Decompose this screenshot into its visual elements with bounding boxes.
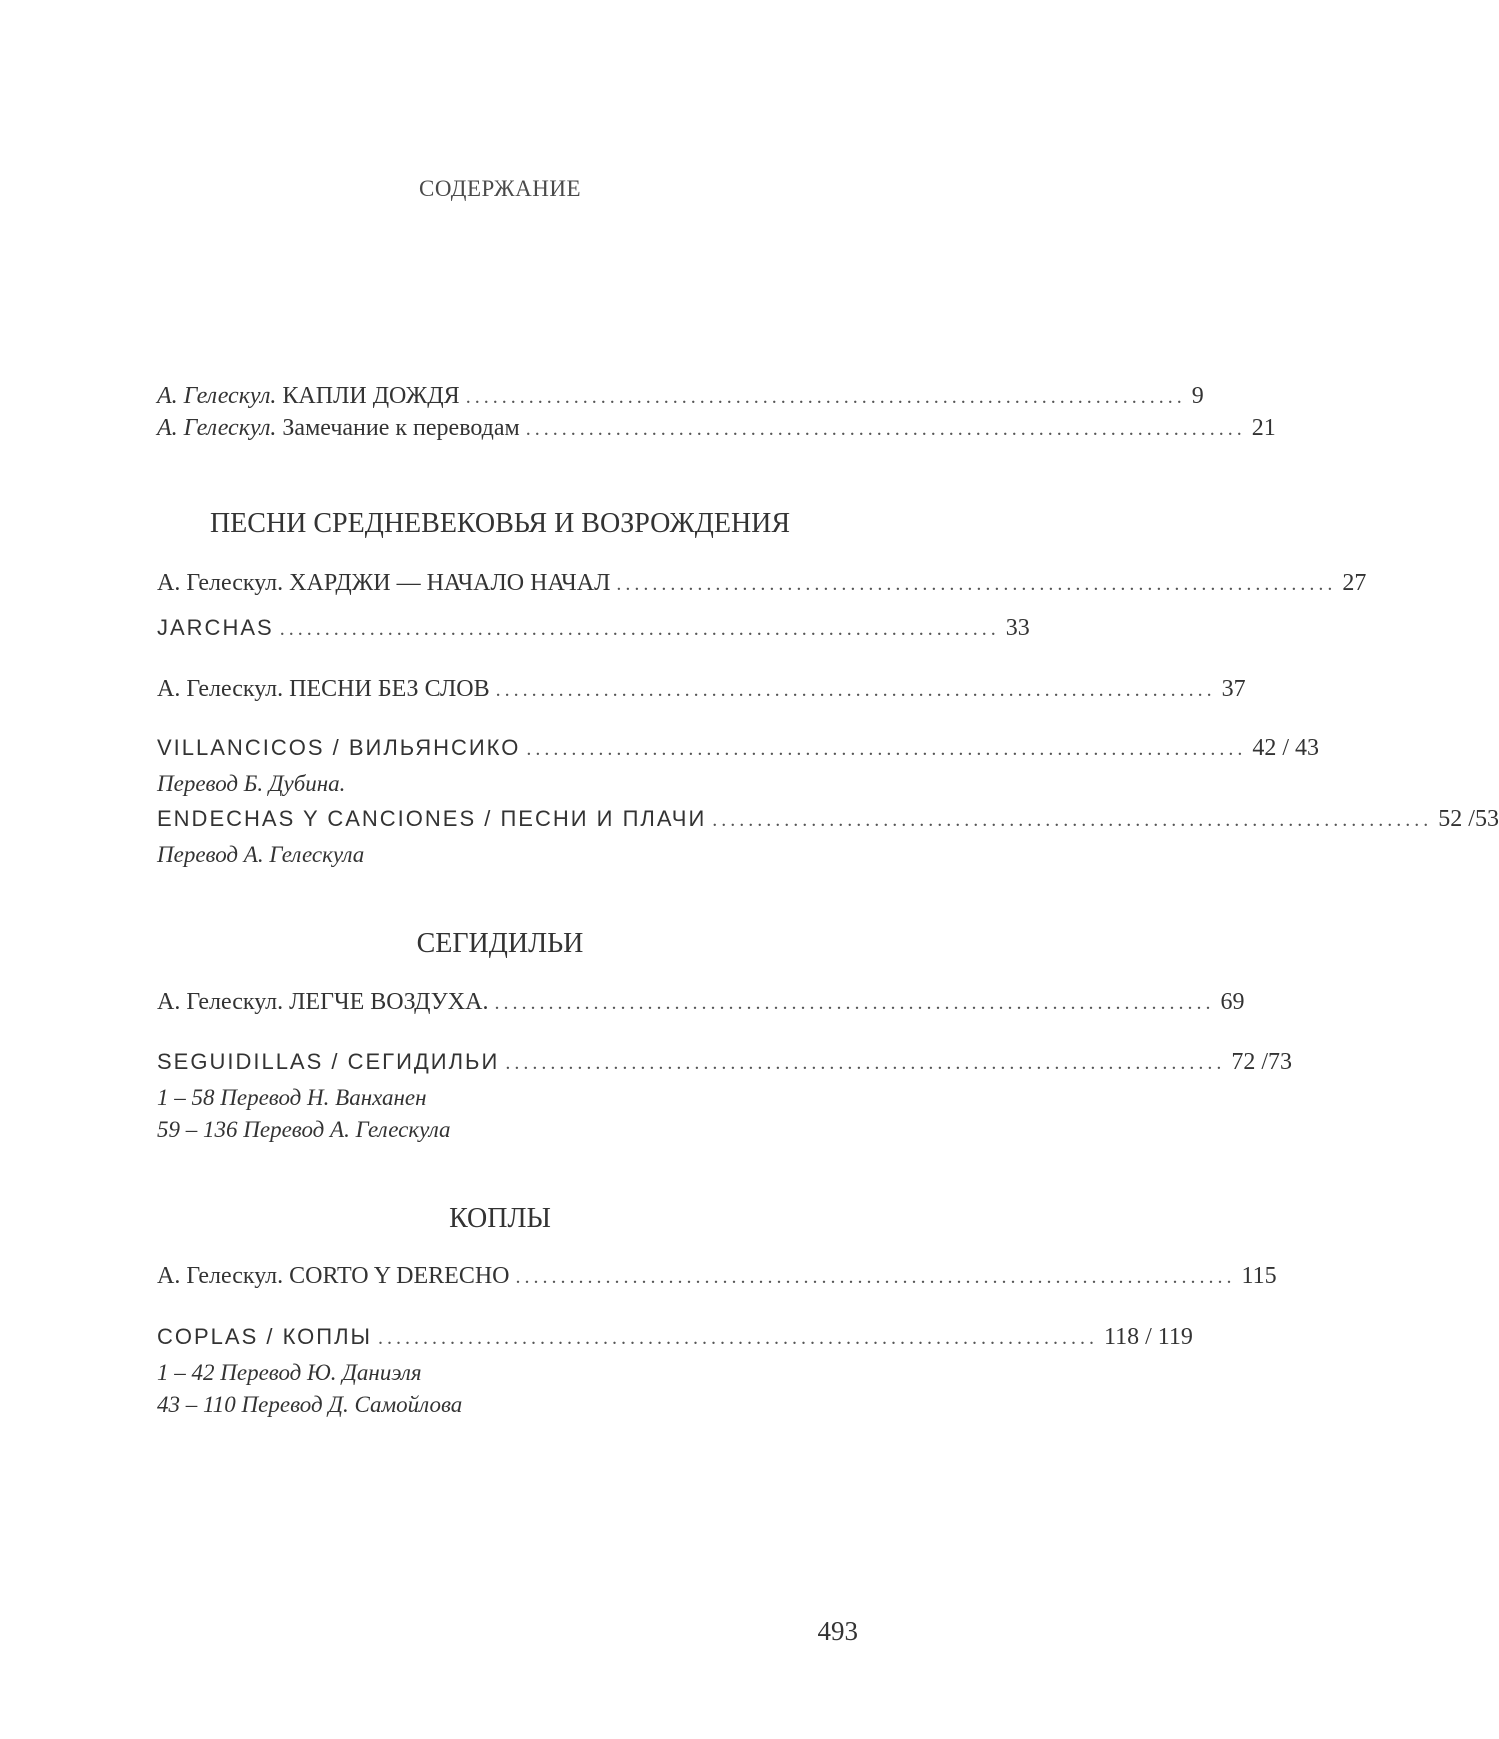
toc-entry-page: 42 / 43 <box>1252 735 1320 761</box>
toc-entry[interactable] <box>157 735 1320 771</box>
dot-leader: ................................................................................ <box>616 573 1337 595</box>
dot-leader: ................................................................................ <box>505 1052 1226 1074</box>
toc-entry-page: 37 <box>1221 676 1246 702</box>
toc-entry[interactable] <box>157 989 1245 1025</box>
toc-entry-page: 72 /73 <box>1231 1049 1292 1075</box>
dot-leader: ................................................................................ <box>495 679 1216 701</box>
toc-entry[interactable] <box>157 570 1367 606</box>
translator-note: Перевод Б. Дубина. <box>157 771 346 796</box>
toc-entry-title: А. Гелескул. CORTO Y DERECHO <box>157 1263 510 1289</box>
toc-entry-title: JARCHAS <box>157 615 274 640</box>
translator-note: 1 – 42 Перевод Ю. Даниэля <box>157 1360 422 1385</box>
toc-entry-title: А. Гелескул. ЛЕГЧЕ ВОЗДУХА. <box>157 989 489 1015</box>
toc-entry-page: 27 <box>1342 570 1367 596</box>
dot-leader: ................................................................................ <box>279 618 1000 640</box>
toc-entry-page: 115 <box>1241 1263 1277 1289</box>
toc-entry-title: А. Гелескул. ХАРДЖИ — НАЧАЛО НАЧАЛ <box>157 570 611 596</box>
toc-entry[interactable] <box>157 1263 1277 1299</box>
toc-entry[interactable] <box>157 1324 1193 1360</box>
translator-note: 43 – 110 Перевод Д. Самойлова <box>157 1392 463 1417</box>
toc-entry[interactable] <box>157 415 1276 451</box>
page-number: 493 <box>817 1616 858 1646</box>
toc-entry-title: SEGUIDILLAS / СЕГИДИЛЬИ <box>157 1049 500 1074</box>
toc-entry[interactable] <box>157 615 1030 651</box>
toc-entry-page: 69 <box>1220 989 1245 1015</box>
section-title: КОПЛЫ <box>449 1203 551 1234</box>
toc-entry[interactable] <box>157 1049 1292 1085</box>
page-title: СОДЕРЖАНИЕ <box>418 176 581 201</box>
dot-leader: ................................................................................ <box>465 386 1186 408</box>
section-title: СЕГИДИЛЬИ <box>416 928 584 959</box>
dot-leader: ................................................................................ <box>515 1266 1236 1288</box>
toc-entry[interactable] <box>157 806 1499 842</box>
toc-entry-page: 9 <box>1191 383 1204 409</box>
translator-note: 59 – 136 Перевод А. Гелескула <box>157 1117 451 1142</box>
translator-note: 1 – 58 Перевод Н. Ванханен <box>157 1085 427 1110</box>
dot-leader: ................................................................................ <box>712 809 1433 831</box>
toc-entry-page: 33 <box>1005 615 1030 641</box>
toc-entry[interactable] <box>157 383 1204 419</box>
toc-entry-title: А. Гелескул. Замечание к переводам <box>157 415 520 441</box>
dot-leader: ................................................................................ <box>378 1327 1098 1349</box>
dot-leader: ................................................................................ <box>494 992 1215 1014</box>
toc-entry-page: 118 / 119 <box>1104 1324 1193 1350</box>
toc-entry-title: А. Гелескул. КАПЛИ ДОЖДЯ <box>157 383 460 409</box>
translator-note: Перевод А. Гелескула <box>157 842 365 867</box>
dot-leader: ................................................................................ <box>526 738 1247 760</box>
toc-entry-page: 21 <box>1251 415 1276 441</box>
dot-leader: ................................................................................ <box>525 418 1246 440</box>
toc-entry[interactable] <box>157 676 1246 712</box>
toc-entry-title: VILLANCICOS / ВИЛЬЯНСИКО <box>157 735 521 760</box>
toc-entry-title: ENDECHAS Y CANCIONES / ПЕСНИ И ПЛАЧИ <box>157 806 707 831</box>
toc-entry-page: 52 /53 <box>1438 806 1499 832</box>
toc-entry-title: А. Гелескул. ПЕСНИ БЕЗ СЛОВ <box>157 676 490 702</box>
section-title: ПЕСНИ СРЕДНЕВЕКОВЬЯ И ВОЗРОЖДЕНИЯ <box>209 508 791 539</box>
toc-entry-title: COPLAS / КОПЛЫ <box>157 1324 372 1349</box>
